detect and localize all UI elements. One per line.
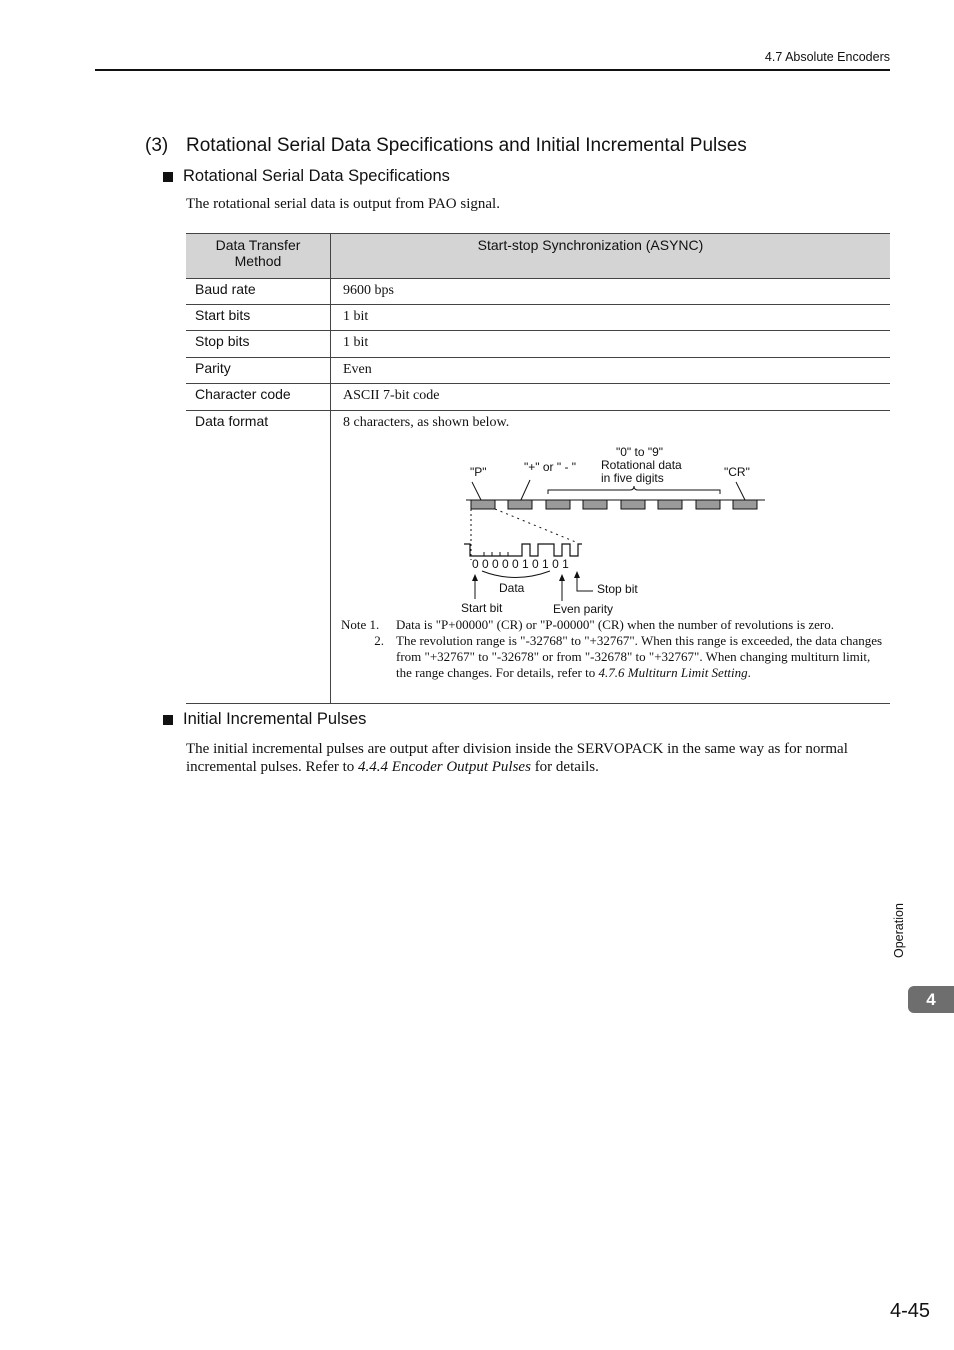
cr-label: "CR" [724,465,750,479]
chapter-tab: 4 [908,986,954,1013]
note-item [341,617,886,633]
stop-bit-leader [577,572,593,591]
section-number: (3) [145,135,169,156]
char-cell-digit [696,500,720,509]
section-title: Rotational Serial Data Specifications and Initial Incremental Pulses [186,135,747,156]
row-label: Stop bits [186,331,331,358]
start-bit-arrow-icon [472,574,478,581]
row-label: Baud rate [186,279,331,305]
p-leader-line [472,482,482,502]
table-row [186,331,890,358]
note-key: Note 1. [341,617,380,632]
table-header-row [186,234,890,279]
expand-guide-right [495,509,578,543]
bit-values: 0 0 0 0 0 1 0 1 0 1 [472,557,569,571]
note-text [396,633,886,681]
char-cell-digit [658,500,682,509]
row-label: Character code [186,384,331,411]
parity-arrow-icon [559,574,565,581]
note-cross-reference[interactable]: 4.7.6 Multiturn Limit Setting [598,665,748,680]
subsection-heading-initial [163,710,366,729]
char-cell-p [471,500,495,509]
row-value: 1 bit [331,305,891,331]
subsection-heading-serial [163,167,450,186]
note-key: 2. [374,633,384,648]
digits-label-2: Rotational data [601,458,682,472]
header-label-line2: Method [234,253,282,269]
cr-leader-line [736,482,746,502]
page-number: 4-45 [889,1300,930,1322]
table-row [186,279,890,305]
subsection-title: Rotational Serial Data Specifications [183,167,450,185]
subsection-title: Initial Incremental Pulses [183,710,367,728]
intro-text: The rotational serial data is output from PAO signal. [186,196,500,212]
notes-block [341,617,886,681]
row-value: ASCII 7-bit code [331,384,891,411]
character-cells [471,500,757,509]
table-row [186,305,890,331]
even-parity-label: Even parity [553,602,614,616]
start-bit-label: Start bit [461,601,503,615]
char-cell-digit [621,500,645,509]
char-cell-digit [583,500,607,509]
initial-pulses-body: The initial incremental pulses are output after division inside the SERVOPACK in the same way as for normal incremental pulses. Refer to [186,741,848,775]
data-label: Data [499,581,525,595]
digits-label-3: in five digits [601,471,664,485]
note-text-body: The revolution range is "-32768" to "+32767". When this range is exceeded, the data changes from "+32767" to "-32678" or from "-32678" to "+32767". When changing multiturn limit, the range changes. For details, refer to [396,633,883,680]
data-bits-brace [482,571,550,578]
note-text-tail: . [747,665,751,680]
char-cell-cr [733,500,757,509]
side-tab-label: Operation [892,903,906,958]
stop-bit-arrow-icon [574,571,580,578]
header-value-cell: Start-stop Synchronization (ASYNC) [331,234,891,279]
char-cell-digit [546,500,570,509]
encoder-output-reference[interactable]: 4.4.4 Encoder Output Pulses [358,759,531,775]
char-cell-sign [508,500,532,509]
running-header: 4.7 Absolute Encoders [764,50,890,64]
stop-bit-label: Stop bit [597,582,638,596]
bit-waveform [464,544,582,556]
table-row [186,358,890,384]
row-value: 1 bit [331,331,891,358]
sign-leader-line [520,480,530,502]
bullet-square-icon [163,172,173,182]
row-label: Start bits [186,305,331,331]
digits-label-1: "0" to "9" [616,445,664,459]
digits-brace [548,486,720,494]
initial-pulses-text [186,740,890,776]
bullet-square-icon [163,715,173,725]
row-label: Parity [186,358,331,384]
data-format-diagram [440,440,780,622]
data-format-text: 8 characters, as shown below. [343,415,510,430]
header-rule [95,69,890,71]
row-value: Even [331,358,891,384]
sign-label: "+" or " - " [524,460,577,474]
row-value: 9600 bps [331,279,891,305]
p-label: "P" [470,465,487,479]
header-label-line1: Data Transfer [215,237,301,253]
row-label: Data format [186,411,331,704]
initial-pulses-tail: for details. [530,759,599,775]
header-label-cell [186,234,331,279]
table-row [186,384,890,411]
note-item [341,633,886,681]
note-text: Data is "P+00000" (CR) or "P-00000" (CR) when the number of revolutions is zero. [396,617,835,632]
